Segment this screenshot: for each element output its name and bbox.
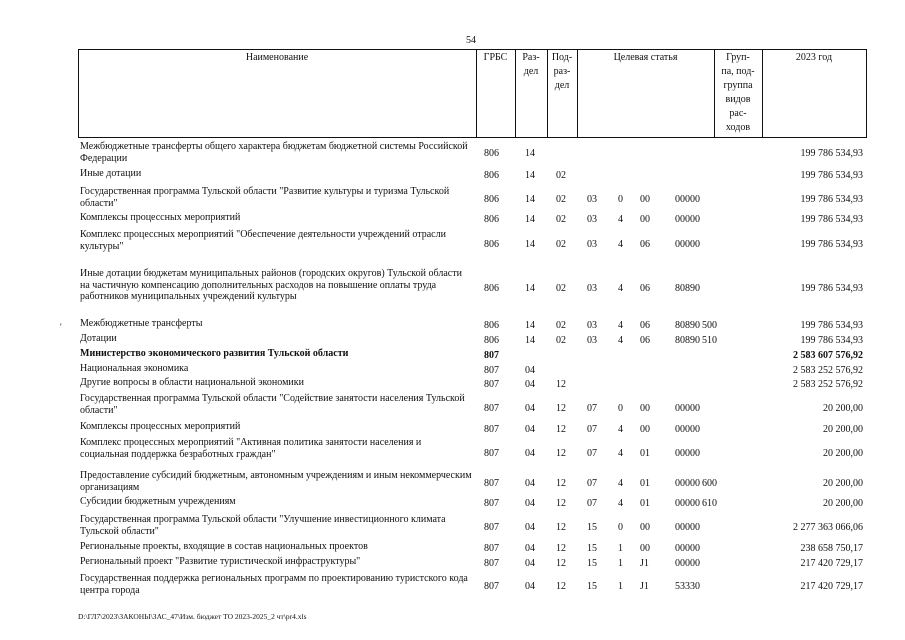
cell-vr: 510 <box>702 335 717 346</box>
cell-rz: 04 <box>525 448 535 459</box>
cell-rz: 04 <box>525 558 535 569</box>
cell-pr: 12 <box>556 379 566 390</box>
cell-c2: 4 <box>618 335 623 346</box>
cell-grbs: 807 <box>484 581 499 592</box>
cell-pr: 02 <box>556 214 566 225</box>
cell-c1: 15 <box>587 581 597 592</box>
cell-c2: 1 <box>618 558 623 569</box>
row-name: Дотации <box>80 333 117 344</box>
cell-grbs: 807 <box>484 424 499 435</box>
cell-amount: 217 420 729,17 <box>800 558 863 569</box>
row-name: Иные дотации <box>80 168 142 179</box>
cell-c4: 00000 <box>675 498 700 509</box>
cell-amount: 2 583 607 576,92 <box>793 350 863 361</box>
cell-c2: 4 <box>618 498 623 509</box>
cell-rz: 14 <box>525 194 535 205</box>
cell-c3: 00 <box>640 543 650 554</box>
cell-c2: 0 <box>618 194 623 205</box>
row-name: Предоставление субсидий бюджетным, автономным учреждениям и иным некоммерческим организациям <box>80 470 472 493</box>
row-name: Национальная экономика <box>80 363 189 374</box>
cell-c4: 53330 <box>675 581 700 592</box>
row-name: Комплекс процессных мероприятий "Обеспечение деятельности учреждений отрасли культуры" <box>80 229 446 252</box>
cell-rz: 14 <box>525 335 535 346</box>
cell-grbs: 807 <box>484 365 499 376</box>
cell-c4: 00000 <box>675 403 700 414</box>
table-header <box>78 49 867 138</box>
cell-rz: 14 <box>525 283 535 294</box>
cell-grbs: 807 <box>484 522 499 533</box>
cell-c4: 00000 <box>675 478 700 489</box>
cell-c1: 15 <box>587 522 597 533</box>
cell-amount: 199 786 534,93 <box>800 283 863 294</box>
cell-c4: 00000 <box>675 424 700 435</box>
row-name: Комплексы процессных мероприятий <box>80 212 241 223</box>
cell-amount: 199 786 534,93 <box>800 320 863 331</box>
cell-amount: 2 583 252 576,92 <box>793 379 863 390</box>
cell-grbs: 807 <box>484 403 499 414</box>
row-name: Межбюджетные трансферты <box>80 318 203 329</box>
cell-grbs: 806 <box>484 239 499 250</box>
cell-c2: 4 <box>618 424 623 435</box>
cell-pr: 12 <box>556 543 566 554</box>
header-razdel: Раз- дел <box>522 52 540 77</box>
cell-pr: 02 <box>556 170 566 181</box>
cell-pr: 12 <box>556 581 566 592</box>
cell-c2: 4 <box>618 214 623 225</box>
cell-pr: 02 <box>556 194 566 205</box>
cell-grbs: 806 <box>484 148 499 159</box>
cell-grbs: 806 <box>484 194 499 205</box>
cell-pr: 12 <box>556 448 566 459</box>
cell-grbs: 807 <box>484 543 499 554</box>
cell-c4: 80890 <box>675 335 700 346</box>
cell-amount: 2 277 363 066,06 <box>793 522 863 533</box>
cell-c1: 07 <box>587 478 597 489</box>
header-grbs: ГРБС <box>483 52 508 63</box>
cell-c3: 01 <box>640 478 650 489</box>
cell-rz: 14 <box>525 239 535 250</box>
cell-c1: 07 <box>587 403 597 414</box>
cell-c4: 00000 <box>675 448 700 459</box>
cell-pr: 02 <box>556 239 566 250</box>
cell-c1: 03 <box>587 214 597 225</box>
cell-c1: 03 <box>587 283 597 294</box>
header-year: 2023 год <box>795 52 833 63</box>
cell-pr: 12 <box>556 558 566 569</box>
row-name: Государственная программа Тульской области "Содействие занятости населения Тульской области" <box>80 393 465 416</box>
cell-pr: 12 <box>556 403 566 414</box>
cell-amount: 217 420 729,17 <box>800 581 863 592</box>
cell-pr: 12 <box>556 498 566 509</box>
cell-vr: 610 <box>702 498 717 509</box>
cell-c2: 4 <box>618 448 623 459</box>
row-name: Комплексы процессных мероприятий <box>80 421 241 432</box>
cell-grbs: 806 <box>484 170 499 181</box>
cell-c3: J1 <box>640 558 649 569</box>
cell-amount: 199 786 534,93 <box>800 148 863 159</box>
cell-c4: 00000 <box>675 558 700 569</box>
cell-c3: 01 <box>640 448 650 459</box>
cell-c3: 00 <box>640 403 650 414</box>
row-name: Министерство экономического развития Тульской области <box>80 348 349 359</box>
cell-c3: 06 <box>640 283 650 294</box>
cell-grbs: 807 <box>484 379 499 390</box>
cell-amount: 2 583 252 576,92 <box>793 365 863 376</box>
cell-rz: 04 <box>525 478 535 489</box>
cell-c2: 1 <box>618 581 623 592</box>
cell-c1: 07 <box>587 424 597 435</box>
cell-c1: 03 <box>587 320 597 331</box>
cell-grbs: 806 <box>484 283 499 294</box>
cell-c4: 00000 <box>675 522 700 533</box>
cell-amount: 238 658 750,17 <box>800 543 863 554</box>
cell-c1: 07 <box>587 448 597 459</box>
cell-grbs: 807 <box>484 448 499 459</box>
cell-pr: 12 <box>556 478 566 489</box>
cell-c1: 15 <box>587 558 597 569</box>
cell-amount: 199 786 534,93 <box>800 170 863 181</box>
cell-c2: 4 <box>618 283 623 294</box>
cell-grbs: 806 <box>484 320 499 331</box>
cell-c3: 01 <box>640 498 650 509</box>
cell-pr: 02 <box>556 320 566 331</box>
row-name: Другие вопросы в области национальной экономики <box>80 377 304 388</box>
cell-pr: 02 <box>556 283 566 294</box>
cell-amount: 20 200,00 <box>823 478 863 489</box>
cell-grbs: 807 <box>484 478 499 489</box>
cell-grbs: 806 <box>484 335 499 346</box>
row-name: Государственная программа Тульской области "Улучшение инвестиционного климата Тульской области" <box>80 514 446 537</box>
row-name: Субсидии бюджетным учреждениям <box>80 496 236 507</box>
cell-amount: 199 786 534,93 <box>800 214 863 225</box>
cell-amount: 20 200,00 <box>823 498 863 509</box>
cell-c1: 15 <box>587 543 597 554</box>
cell-rz: 04 <box>525 581 535 592</box>
cell-c1: 07 <box>587 498 597 509</box>
header-name: Наименование <box>245 52 309 63</box>
row-name: Государственная программа Тульской области "Развитие культуры и туризма Тульской области" <box>80 186 450 209</box>
cell-pr: 12 <box>556 424 566 435</box>
cell-c1: 03 <box>587 335 597 346</box>
row-name: Региональные проекты, входящие в состав национальных проектов <box>80 541 368 552</box>
cell-c2: 4 <box>618 478 623 489</box>
cell-c2: 0 <box>618 522 623 533</box>
header-podrazdel: Под- раз- дел <box>551 52 573 91</box>
cell-c3: 00 <box>640 522 650 533</box>
cell-rz: 14 <box>525 148 535 159</box>
cell-rz: 04 <box>525 379 535 390</box>
cell-c4: 00000 <box>675 194 700 205</box>
cell-amount: 199 786 534,93 <box>800 239 863 250</box>
cell-rz: 04 <box>525 365 535 376</box>
cell-rz: 04 <box>525 498 535 509</box>
cell-rz: 14 <box>525 214 535 225</box>
cell-amount: 199 786 534,93 <box>800 335 863 346</box>
cell-c2: 1 <box>618 543 623 554</box>
cell-c3: 00 <box>640 194 650 205</box>
cell-c4: 80890 <box>675 320 700 331</box>
cell-pr: 12 <box>556 522 566 533</box>
row-name: Региональный проект "Развитие туристической инфраструктуры" <box>80 556 361 567</box>
cell-c3: 06 <box>640 335 650 346</box>
cell-amount: 20 200,00 <box>823 424 863 435</box>
cell-amount: 20 200,00 <box>823 448 863 459</box>
cell-c1: 03 <box>587 239 597 250</box>
cell-rz: 04 <box>525 522 535 533</box>
cell-c2: 4 <box>618 239 623 250</box>
cell-c4: 00000 <box>675 214 700 225</box>
header-gruppa: Груп- па, под- группа видов рас- ходов <box>721 52 755 133</box>
cell-amount: 199 786 534,93 <box>800 194 863 205</box>
cell-rz: 14 <box>525 320 535 331</box>
header-tselevaya: Целевая статья <box>613 52 678 63</box>
cell-c3: J1 <box>640 581 649 592</box>
cell-vr: 600 <box>702 478 717 489</box>
cell-pr: 02 <box>556 335 566 346</box>
cell-c2: 4 <box>618 320 623 331</box>
cell-rz: 14 <box>525 170 535 181</box>
row-name: Иные дотации бюджетам муниципальных районов (городских округов) Тульской области на частичную компенсацию дополнительных расходов на повышение оплаты труда работников муниципальных учреждений культуры <box>80 268 462 302</box>
row-name: Межбюджетные трансферты общего характера бюджетам бюджетной системы Российской Федерации <box>80 141 468 164</box>
margin-mark: ' <box>60 322 62 332</box>
cell-amount: 20 200,00 <box>823 403 863 414</box>
cell-c2: 0 <box>618 403 623 414</box>
cell-rz: 04 <box>525 403 535 414</box>
cell-vr: 500 <box>702 320 717 331</box>
cell-rz: 04 <box>525 424 535 435</box>
cell-c4: 00000 <box>675 543 700 554</box>
cell-grbs: 807 <box>484 350 499 361</box>
cell-grbs: 807 <box>484 498 499 509</box>
cell-c1: 03 <box>587 194 597 205</box>
cell-c3: 06 <box>640 320 650 331</box>
cell-c4: 80890 <box>675 283 700 294</box>
cell-grbs: 807 <box>484 558 499 569</box>
cell-grbs: 806 <box>484 214 499 225</box>
row-name: Государственная поддержка региональных программ по проектированию туристского кода центра города <box>80 573 468 596</box>
cell-c3: 06 <box>640 239 650 250</box>
cell-c3: 00 <box>640 424 650 435</box>
row-name: Комплекс процессных мероприятий "Активная политика занятости населения и социальная поддержка безработных граждан" <box>80 437 422 460</box>
cell-rz: 04 <box>525 543 535 554</box>
cell-c3: 00 <box>640 214 650 225</box>
page-number: 54 <box>466 35 476 46</box>
cell-c4: 00000 <box>675 239 700 250</box>
file-path-footer: D:\ГЛ7\2023\ЗАКОНЫ\ЗАС_47\Изм. бюджет ТО 2023-2025_2 чт\pr4.xls <box>78 612 307 621</box>
